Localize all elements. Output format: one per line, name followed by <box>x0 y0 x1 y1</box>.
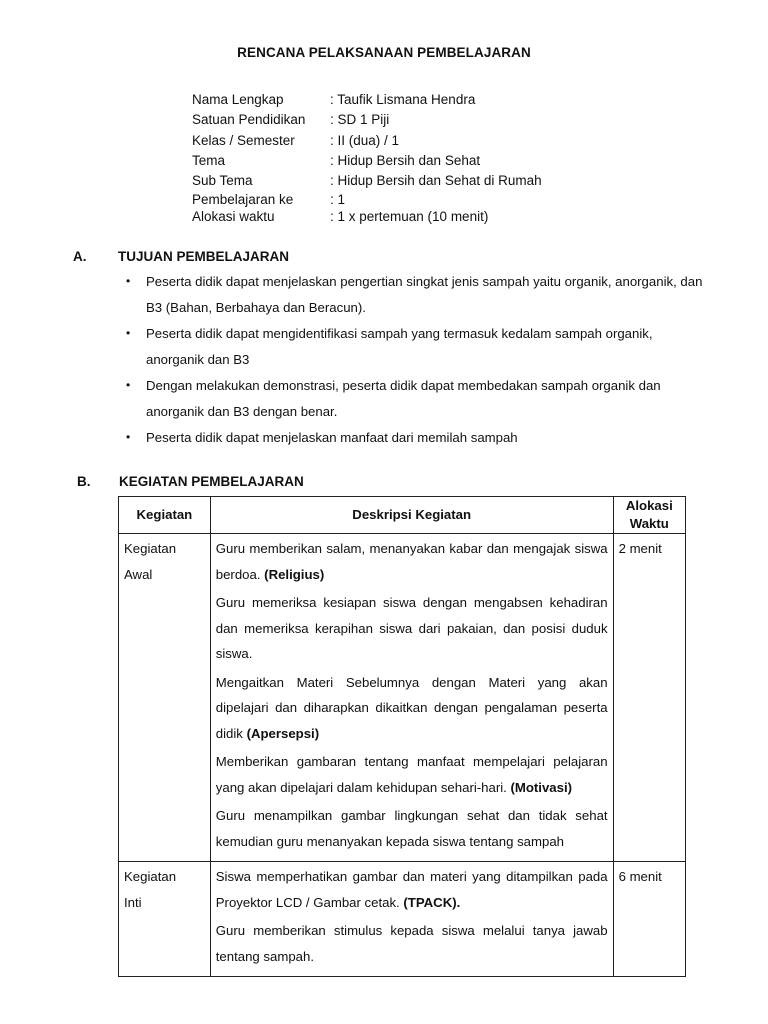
description-paragraph <box>216 670 608 747</box>
section-a-number: A. <box>73 249 87 264</box>
section-b-number: B. <box>77 474 91 489</box>
identity-value: : Hidup Bersih dan Sehat di Rumah <box>330 173 542 189</box>
identity-label: Tema <box>192 152 226 168</box>
identity-label: Sub Tema <box>192 173 253 189</box>
list-item <box>126 269 706 320</box>
description-paragraph <box>216 536 608 587</box>
identity-value: : SD 1 Piji <box>330 112 390 128</box>
kegiatan-label: Kegiatan <box>124 541 177 556</box>
identity-row <box>192 191 542 208</box>
list-item <box>126 321 706 372</box>
waktu-cell: 6 menit <box>613 862 685 977</box>
description-text: Mengaitkan Materi Sebelumnya dengan Materi yang akan dipelajari dan diharapkan dikaitkan dengan pengalaman peserta didik <box>215 674 608 741</box>
document-title: RENCANA PELAKSANAAN PEMBELAJARAN <box>237 45 531 60</box>
header-alokasi: Alokasi Waktu <box>613 497 685 534</box>
identity-block <box>192 90 542 225</box>
identity-value: : 1 x pertemuan (10 menit) <box>330 209 489 225</box>
activities-table <box>118 496 686 977</box>
objective-text: Peserta didik dapat mengidentifikasi sampah yang termasuk kedalam sampah organik, anorganik dan B3 <box>146 326 653 367</box>
description-paragraph <box>216 749 608 800</box>
description-text: Guru menampilkan gambar lingkungan sehat dan tidak sehat kemudian guru menanyakan kepada siswa tentang sampah <box>215 808 608 849</box>
identity-row <box>192 208 542 225</box>
description-text: Siswa memperhatikan gambar dan materi yang ditampilkan pada Proyektor LCD / Gambar cetak. <box>215 869 608 910</box>
kegiatan-cell <box>119 534 211 862</box>
identity-label: Pembelajaran ke <box>192 192 294 208</box>
description-paragraph <box>216 864 608 915</box>
identity-row <box>192 151 542 171</box>
header-kegiatan: Kegiatan <box>119 497 211 534</box>
description-text: Guru memeriksa kesiapan siswa dengan mengabsen kehadiran dan memeriksa kerapihan siswa dari pakaian, dan posisi duduk siswa. <box>215 595 608 661</box>
list-item <box>126 373 706 424</box>
description-cell <box>210 862 613 977</box>
description-cell <box>210 534 613 862</box>
identity-value: : 1 <box>330 192 346 208</box>
identity-label: Satuan Pendidikan <box>192 112 306 128</box>
value-tag: (Religius) <box>264 566 325 582</box>
identity-value: : II (dua) / 1 <box>330 132 400 148</box>
kegiatan-sub-label: Awal <box>124 566 153 582</box>
value-tag: (TPACK). <box>403 894 461 910</box>
table-row <box>119 534 686 862</box>
bullet-icon: • <box>126 326 131 340</box>
section-b-title: KEGIATAN PEMBELAJARAN <box>119 474 304 489</box>
bullet-icon: • <box>126 430 131 444</box>
objective-text: Peserta didik dapat menjelaskan manfaat dari memilah sampah <box>146 430 518 445</box>
bullet-icon: • <box>126 378 131 392</box>
value-tag: (Motivasi) <box>510 779 573 795</box>
description-text: Guru memberikan stimulus kepada siswa melalui tanya jawab tentang sampah. <box>215 923 608 964</box>
objective-text: Peserta didik dapat menjelaskan pengertian singkat jenis sampah yaitu organik, anorganik, dan B3 (Bahan, Berbahaya dan Beracun). <box>146 274 703 315</box>
identity-label: Nama Lengkap <box>192 92 284 107</box>
kegiatan-label: Kegiatan <box>124 869 177 884</box>
identity-row <box>192 110 542 130</box>
table-row <box>119 862 686 977</box>
objectives-list <box>126 269 706 452</box>
bullet-icon: • <box>126 274 131 288</box>
description-text: Guru memberikan salam, menanyakan kabar dan mengajak siswa berdoa. <box>215 541 608 582</box>
header-deskripsi: Deskripsi Kegiatan <box>210 497 613 534</box>
section-a-title: TUJUAN PEMBELAJARAN <box>118 249 290 264</box>
description-text: Memberikan gambaran tentang manfaat mempelajari pelajaran yang akan dipelajari dalam kehidupan sehari-hari. <box>215 754 608 795</box>
list-item <box>126 425 706 451</box>
identity-row <box>192 90 542 110</box>
table-header-row <box>119 497 686 534</box>
section-a-heading <box>73 249 289 264</box>
identity-label: Kelas / Semester <box>192 132 295 148</box>
objective-text: Dengan melakukan demonstrasi, peserta didik dapat membedakan sampah organik dan anorganik dan B3 dengan benar. <box>146 378 661 419</box>
identity-label: Alokasi waktu <box>192 209 275 225</box>
identity-value: : Taufik Lismana Hendra <box>330 92 476 107</box>
description-paragraph <box>216 918 608 969</box>
identity-row <box>192 131 542 151</box>
identity-value: : Hidup Bersih dan Sehat <box>330 152 481 168</box>
description-paragraph <box>216 590 608 667</box>
kegiatan-cell <box>119 862 211 977</box>
description-paragraph <box>216 803 608 854</box>
value-tag: (Apersepsi) <box>246 725 320 741</box>
identity-row <box>192 171 542 191</box>
waktu-cell: 2 menit <box>613 534 685 862</box>
section-b-heading <box>77 474 304 489</box>
kegiatan-sub-label: Inti <box>124 894 142 910</box>
